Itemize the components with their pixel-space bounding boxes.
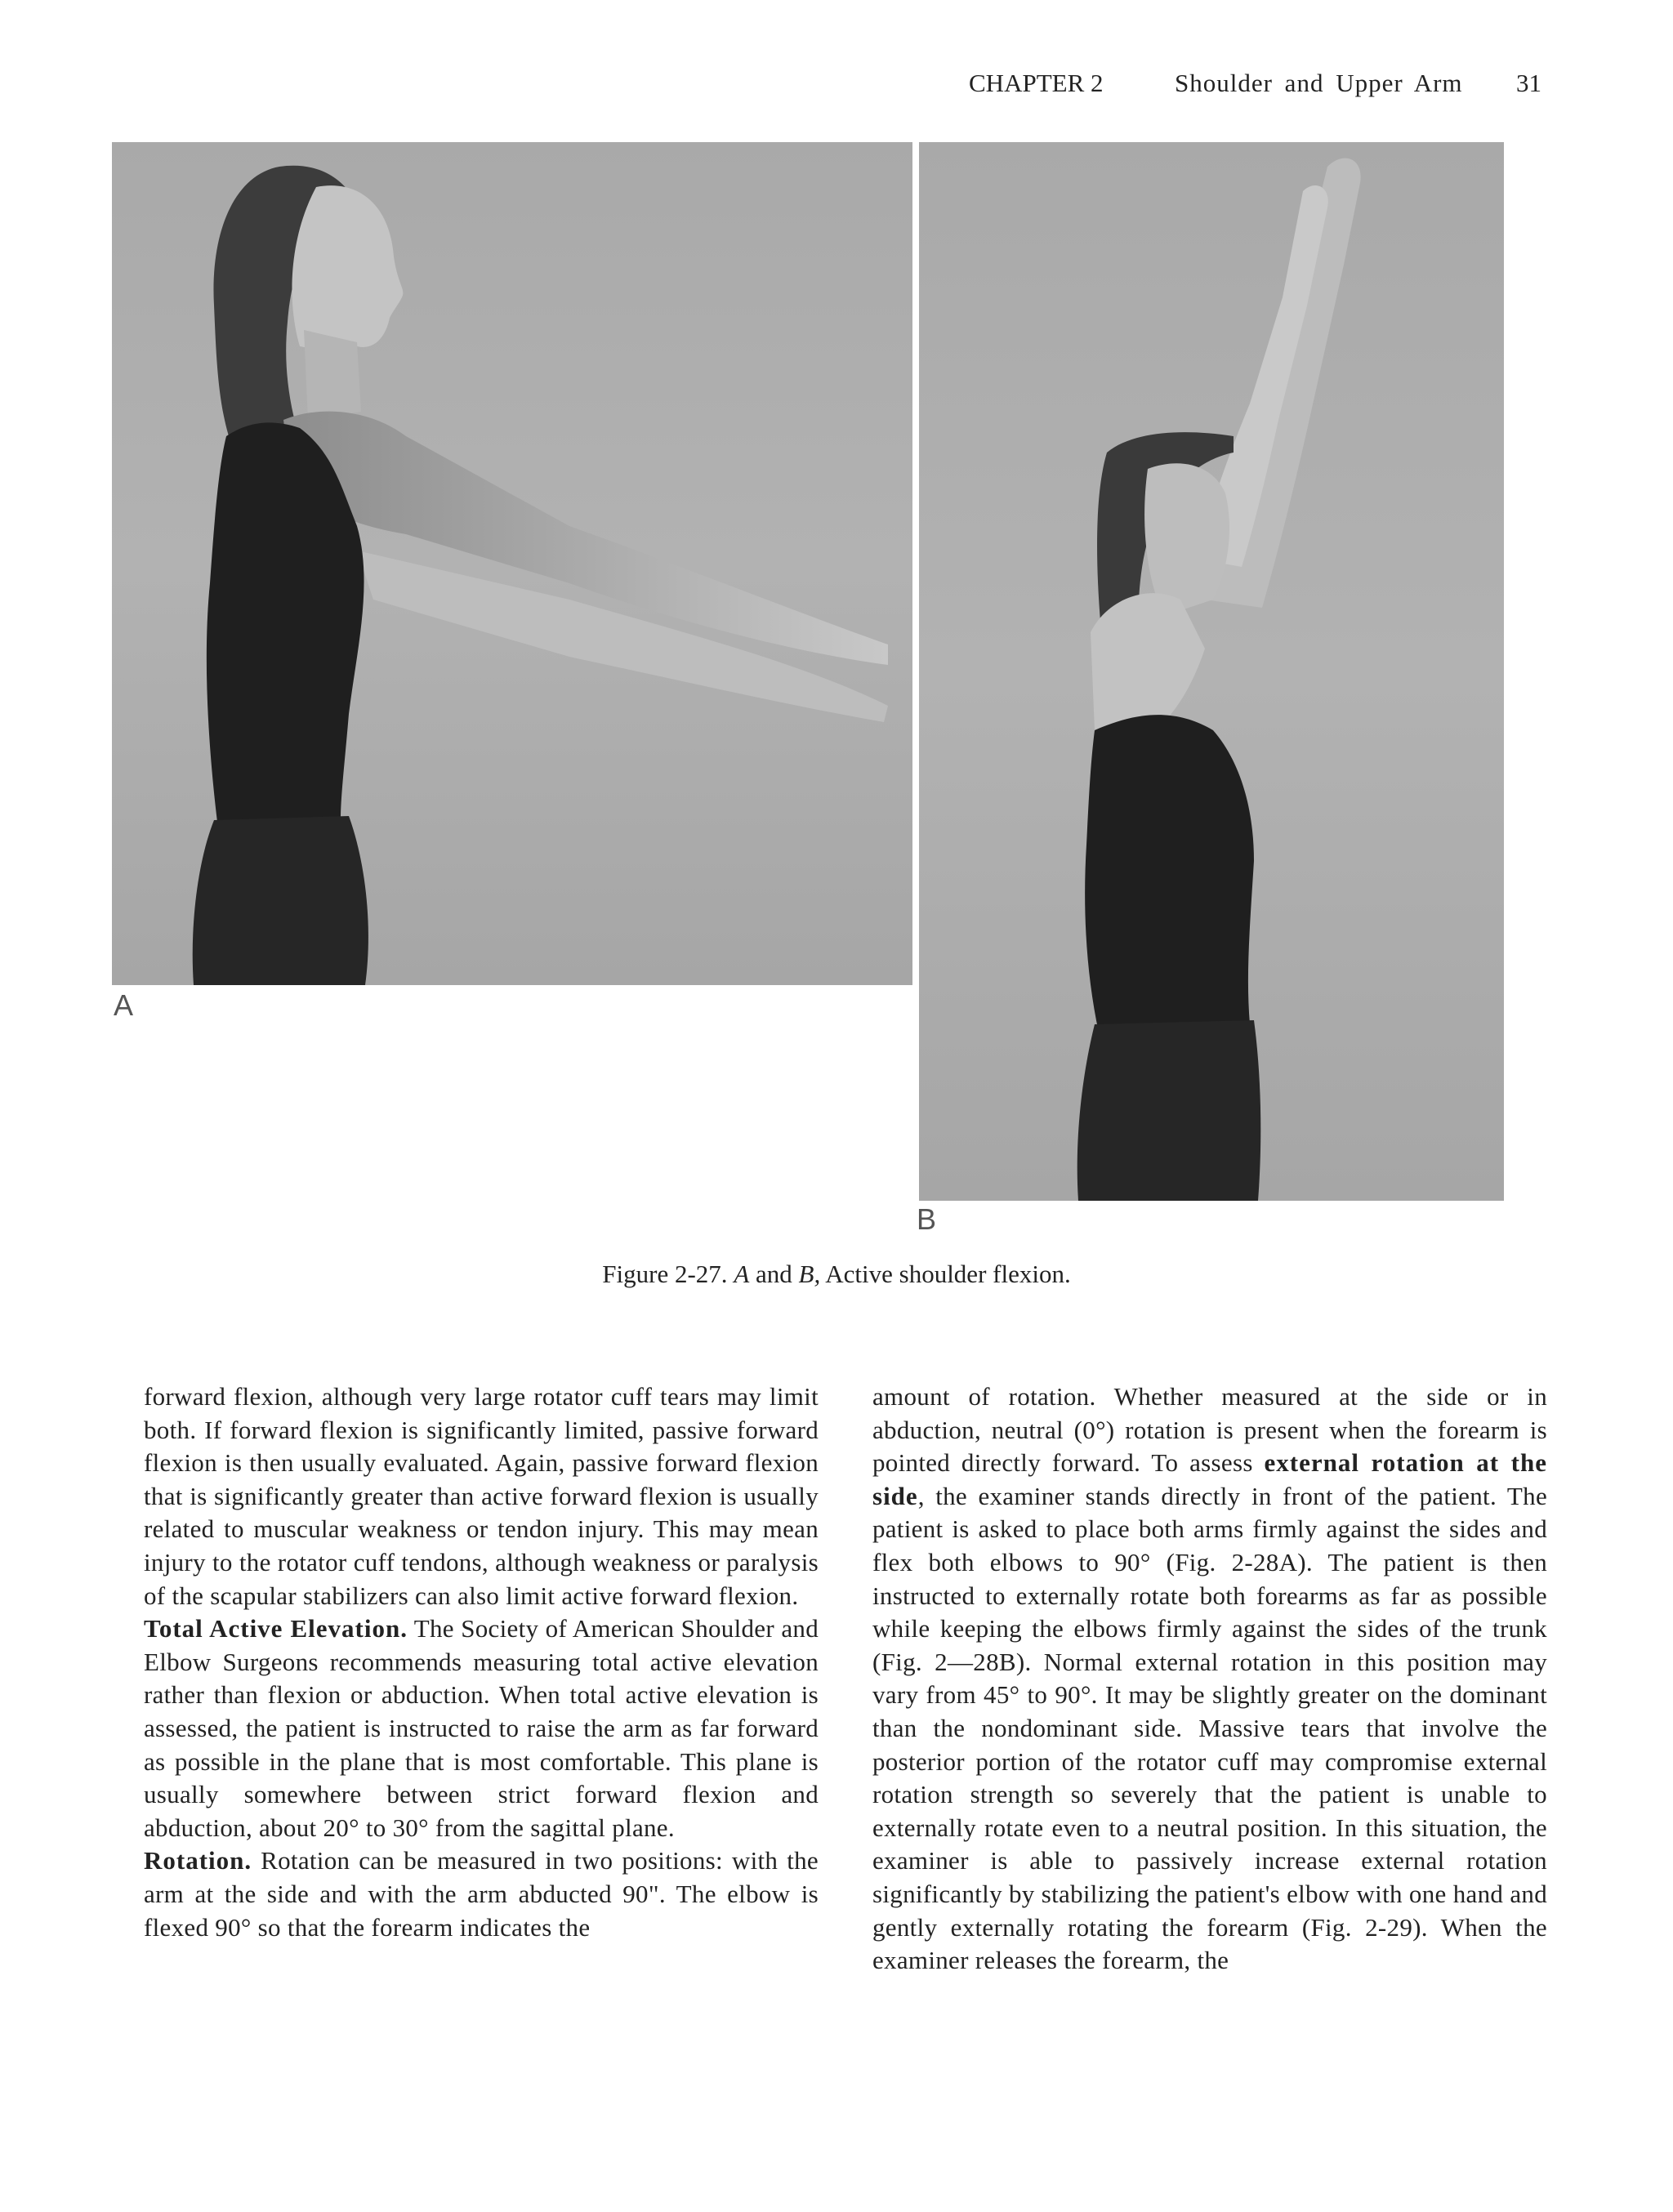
photo-b-illustration	[919, 142, 1504, 1201]
text-external-rotation-intro: amount of rotation. Whether measured at the side or in abduction, neutral (0°) rotation is present when the forearm is pointed directly forward. To assess	[872, 1382, 1547, 1478]
caption-panel-a-ref: A	[734, 1260, 750, 1288]
paragraph-rotation	[144, 1844, 819, 1944]
page-number: 31	[1516, 69, 1541, 97]
heading-rotation: Rotation.	[144, 1846, 252, 1875]
text-rotation: Rotation can be measured in two positions: with the arm at the side and with the arm abducted 90". The elbow is flexed 90° so that the forearm indicates the	[144, 1846, 819, 1942]
paragraph-forward-flexion: forward flexion, although very large rotator cuff tears may limit both. If forward flexion is significantly limited, passive forward flexion is then usually evaluated. Again, passive forward flexion that is significantly greater than active forward flexion is usually related to muscular weakness or tendon injury. This may mean injury to the rotator cuff tendons, although weakness or paralysis of the scapular stabilizers can also limit active forward flexion.	[144, 1382, 819, 1610]
paragraph-external-rotation	[872, 1380, 1547, 1978]
caption-and: and	[756, 1260, 792, 1288]
panel-label-b: B	[917, 1202, 937, 1236]
paragraph-total-active-elevation	[144, 1612, 819, 1844]
caption-number: Figure 2-27.	[602, 1260, 728, 1288]
term-external-rotation-at-side: external rotation at the side	[872, 1448, 1547, 1510]
panel-label-a: A	[114, 988, 134, 1022]
caption-text: Active shoulder flexion.	[825, 1260, 1071, 1288]
running-head	[956, 69, 1544, 101]
chapter-title: Shoulder and Upper Arm	[1175, 69, 1463, 97]
photo-a-illustration	[112, 142, 912, 985]
left-column	[144, 1380, 819, 1944]
chapter-label: CHAPTER 2	[969, 69, 1104, 97]
right-column	[872, 1380, 1547, 1978]
figure-caption	[0, 1260, 1673, 1292]
heading-total-active-elevation: Total Active Elevation.	[144, 1614, 408, 1643]
text-total-active-elevation: The Society of American Shoulder and Elbow Surgeons recommends measuring total active elevation rather than flexion or abduction. When total active elevation is assessed, the patient is instructed to raise the arm as far forward as possible in the plane that is most comfortable. This plane is usually somewhere between strict forward flexion and abduction, about 20° to 30° from the sagittal plane.	[144, 1614, 819, 1842]
caption-panel-b-ref: B,	[798, 1260, 821, 1288]
text-external-rotation-body: , the examiner stands directly in front of the patient. The patient is asked to place both arms firmly against the sides and flex both elbows to 90° (Fig. 2-28A). The patient is then instructed to externally rotate both forearms as far as possible while keeping the elbows firmly against the sides of the trunk (Fig. 2—28B). Normal external rotation in this position may vary from 45° to 90°. It may be slightly greater on the dominant than the nondominant side. Massive tears that involve the posterior portion of the rotator cuff may compromise external rotation strength so severely that the patient is unable to externally rotate even to a neutral position. In this situation, the examiner is able to passively increase external rotation significantly by stabilizing the patient's elbow with one hand and gently externally rotating the forearm (Fig. 2-29). When the examiner releases the forearm, the	[872, 1481, 1547, 1975]
figure-photo-a	[112, 142, 912, 985]
figure-photo-b	[919, 142, 1504, 1201]
